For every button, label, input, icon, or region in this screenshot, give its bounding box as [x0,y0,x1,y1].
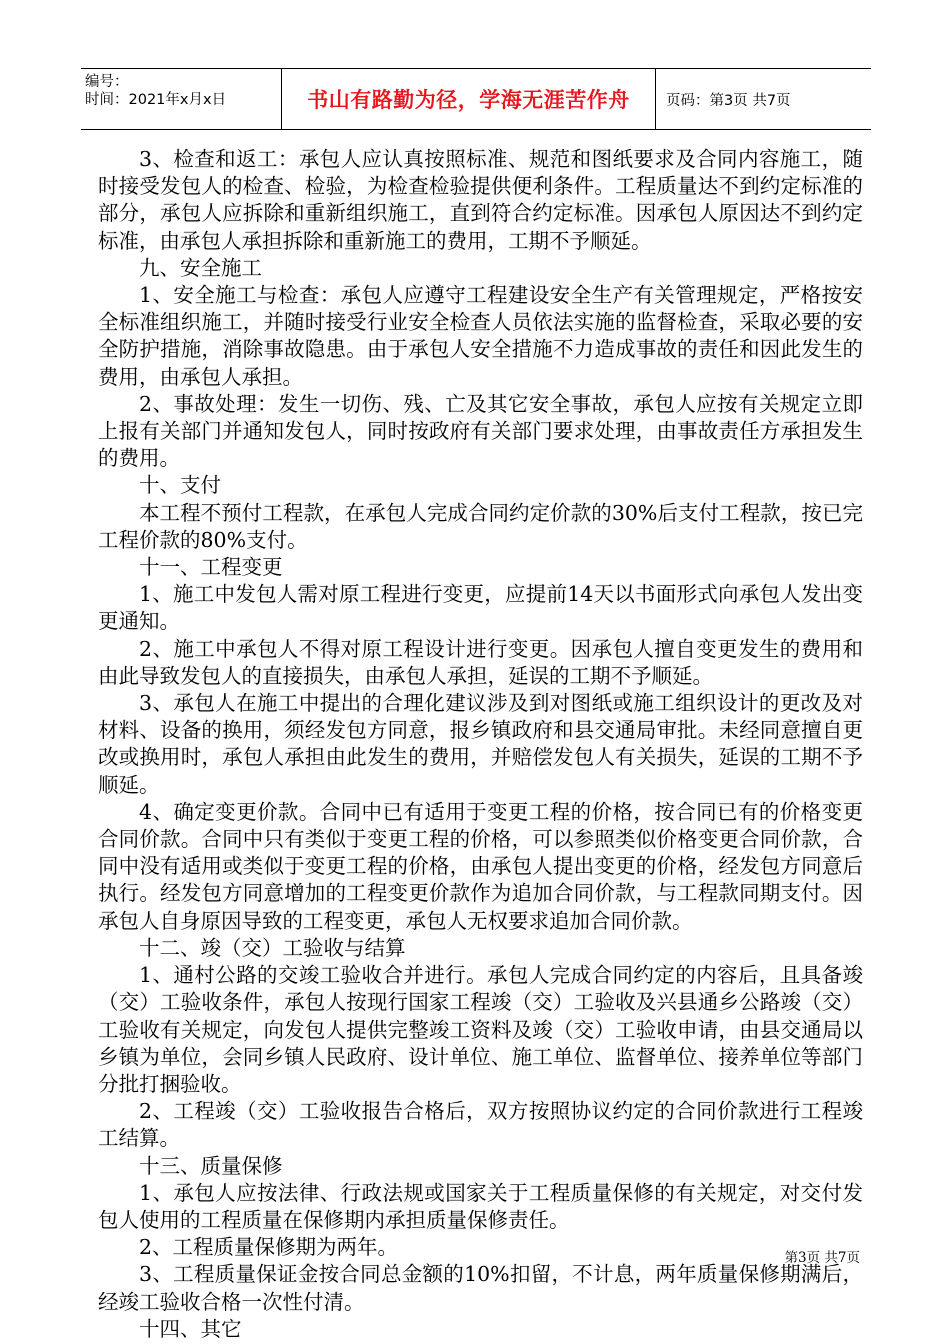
header-meta [81,69,282,129]
paragraph: 3、工程质量保证金按合同总金额的10%扣留，不计息，两年质量保修期满后，经竣工验收合格一次性付清。 [98,1262,863,1314]
paragraph: 2、工程竣（交）工验收报告合格后，双方按照协议约定的合同价款进行工程竣工结算。 [98,1099,863,1151]
section-heading: 十三、质量保修 [139,1153,283,1178]
paragraph: 1、安全施工与检查：承包人应遵守工程建设安全生产有关管理规定，严格按安全标准组织施工，并随时接受行业安全检查人员依法实施的监督检查，采取必要的安全防护措施，消除事故隐患。由于承包人安全措施不力造成事故的责任和因此发生的费用，由承包人承担。 [98,283,863,389]
document-time-label: 时间：2021年x月x日 [85,92,227,108]
section-heading: 十二、竣（交）工验收与结算 [139,935,406,960]
paragraph: 4、确定变更价款。合同中已有适用于变更工程的价格，按合同已有的价格变更合同价款。合同中只有类似于变更工程的价格，可以参照类似价格变更合同价款，合同中没有适用或类似于变更工程的价格，由承包人提出变更的价格，经发包方同意后执行。经发包方同意增加的工程变更价款作为追加合同价款，与工程款同期支付。因承包人自身原因导致的工程变更，承包人无权要求追加合同价款。 [98,799,863,933]
paragraph: 1、承包人应按法律、行政法规或国家关于工程质量保修的有关规定，对交付发包人使用的工程质量在保修期内承担质量保修责任。 [98,1180,863,1232]
header-motto: 书山有路勤为径，学海无涯苦作舟 [282,69,656,129]
paragraph: 3、检查和返工：承包人应认真按照标准、规范和图纸要求及合同内容施工，随时接受发包人的检查、检验，为检查检验提供便利条件。工程质量达不到约定标准的部分，承包人应拆除和重新组织施工，直到符合约定标准。因承包人原因达不到约定标准，由承包人承担拆除和重新施工的费用，工期不予顺延。 [98,147,863,253]
paragraph: 3、承包人在施工中提出的合理化建议涉及到对图纸或施工组织设计的更改及对材料、设备的换用，须经发包方同意，报乡镇政府和县交通局审批。未经同意擅自更改或换用时，承包人承担由此发生的费用，并赔偿发包人有关损失，延误的工期不予顺延。 [98,691,863,797]
page-header [81,68,871,130]
paragraph: 1、通村公路的交竣工验收合并进行。承包人完成合同约定的内容后，且具备竣（交）工验收条件，承包人按现行国家工程竣（交）工验收及兴县通乡公路竣（交）工验收有关规定，向发包人提供完整竣工资料及竣（交）工验收申请，由县交通局以乡镇为单位，会同乡镇人民政府、设计单位、施工单位、监督单位、接养单位等部门分批打捆验收。 [98,963,863,1096]
document-body [98,146,863,1343]
page-footer: 第3页 共7页 [784,1250,860,1266]
section-heading: 十、支付 [139,473,221,498]
document-number-label: 编号： [85,74,129,90]
section-heading: 十一、工程变更 [139,555,283,580]
header-page-info: 页码：第3页 共7页 [666,92,791,109]
paragraph: 2、施工中承包人不得对原工程设计进行变更。因承包人擅自变更发生的费用和由此导致发包人的直接损失，由承包人承担，延误的工期不予顺延。 [98,636,863,688]
paragraph: 2、事故处理：发生一切伤、残、亡及其它安全事故，承包人应按有关规定立即上报有关部门并通知发包人，同时按政府有关部门要求处理，由事故责任方承担发生的费用。 [98,391,863,471]
section-heading: 十四、其它 [139,1316,242,1341]
paragraph: 1、施工中发包人需对原工程进行变更，应提前14天以书面形式向承包人发出变更通知。 [98,582,863,634]
paragraph: 本工程不预付工程款，在承包人完成合同约定价款的30%后支付工程款，按已完工程价款的80%支付。 [98,500,863,552]
section-heading: 九、安全施工 [139,255,262,280]
paragraph: 2、工程质量保修期为两年。 [139,1235,399,1260]
